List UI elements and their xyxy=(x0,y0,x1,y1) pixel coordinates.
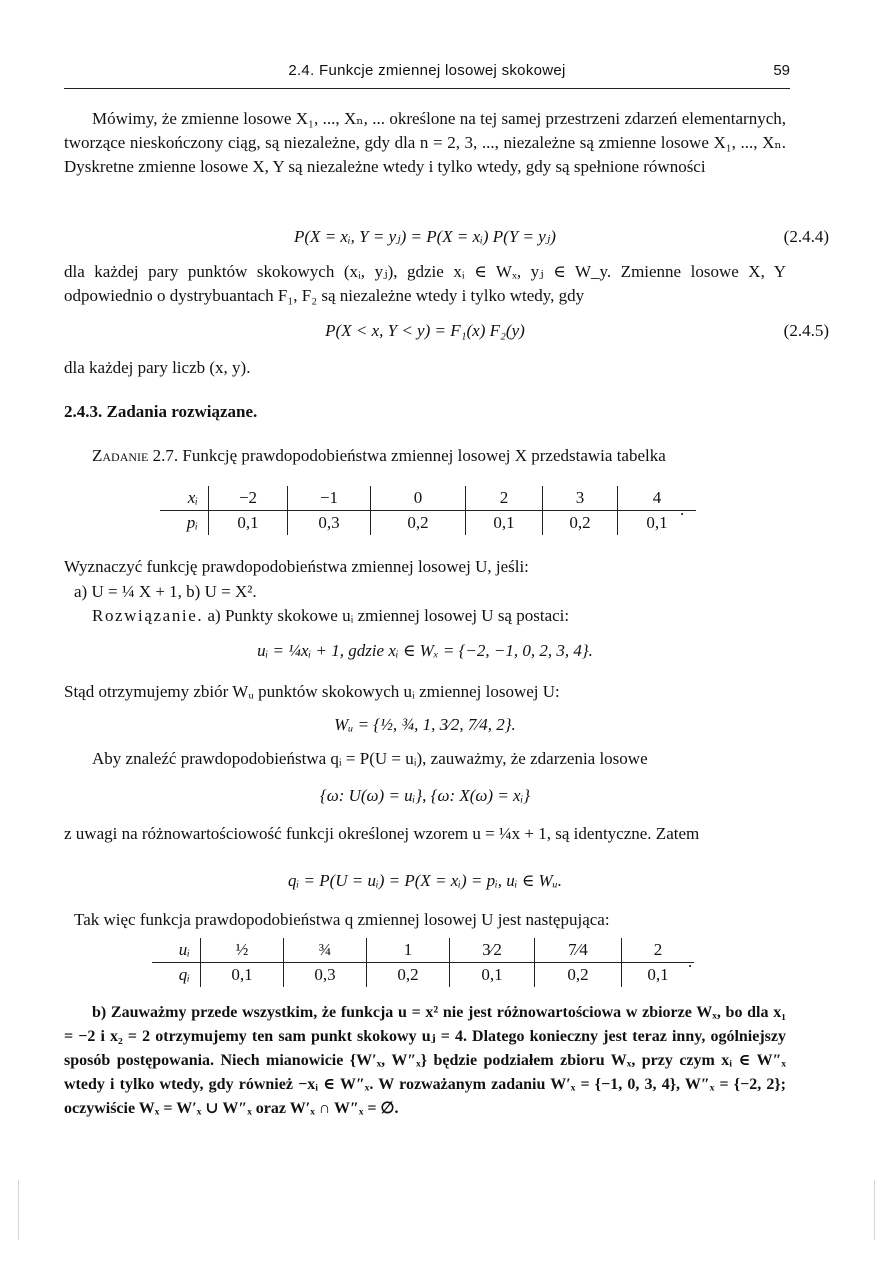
table-cell: 3 xyxy=(543,486,618,511)
table-end-period: . xyxy=(680,500,685,519)
paragraph-solution-a xyxy=(64,604,786,628)
row-label-q: qᵢ xyxy=(178,965,190,984)
exercise-text: Funkcję prawdopodobieństwa zmiennej losowej X przedstawia tabelka xyxy=(182,446,666,465)
paragraph-injectivity: z uwagi na różnowartościowość funkcji określonej wzorem u = ¼x + 1, są identyczne. Zatem xyxy=(64,824,700,843)
equation-events: {ω: U(ω) = uᵢ}, {ω: X(ω) = xᵢ} xyxy=(319,786,531,805)
equation-number-2-4-4: (2.4.4) xyxy=(783,227,829,246)
paragraph-wu-set: Stąd otrzymujemy zbiór Wᵤ punktów skokowych uᵢ zmiennej losowej U: xyxy=(64,682,560,701)
paragraph-task: Wyznaczyć funkcję prawdopodobieństwa zmiennej losowej U, jeśli: xyxy=(64,557,529,576)
paragraph-task-items: a) U = ¼ X + 1, b) U = X². xyxy=(74,582,257,601)
solution-label: Rozwiązanie. xyxy=(92,606,204,625)
paragraph-jump-points: dla każdej pary punktów skokowych (xᵢ, yⱼ), gdzie xᵢ ∈ Wₓ, yⱼ ∈ W_y. Zmienne losowe X, Y odpowiednio o dystrybuantach F₁, F₂ są niezależne wtedy i tylko wtedy, gdy xyxy=(64,262,786,305)
table-row-x xyxy=(160,486,696,511)
table-cell: 0,1 xyxy=(450,963,535,988)
table-cell: 7⁄4 xyxy=(535,938,622,963)
solution-text: a) Punkty skokowe uᵢ zmiennej losowej U są postaci: xyxy=(207,606,570,625)
table-cell: 0,2 xyxy=(543,511,618,536)
equation-q-values: qᵢ = P(U = uᵢ) = P(X = xᵢ) = pᵢ, uᵢ ∈ Wᵤ. xyxy=(288,871,562,890)
table-cell: ¾ xyxy=(284,938,367,963)
table-row-q xyxy=(152,963,694,988)
paragraph-solution-b: b) Zauważmy przede wszystkim, że funkcja u = x² nie jest różnowartościowa w zbiorze Wₓ, bo dla x₁ = −2 i x₂ = 2 otrzymujemy ten sam punkt skokowy uⱼ = 4. Dlatego konieczny jest teraz inny, ogólniejszy sposób postępowania. Niech mianowicie {W′ₓ, W″ₓ} będzie podziałem zbioru Wₓ, przy czym xᵢ ∈ W″ₓ wtedy i tylko wtedy, gdy również −xᵢ ∈ W″ₓ. W rozważanym zadaniu W′ₓ = {−1, 0, 3, 4}, W″ₓ = {−2, 2}; oczywiście Wₓ = W′ₓ ∪ W″ₓ oraz W′ₓ ∩ W″ₓ = ∅. xyxy=(64,1004,786,1117)
table-cell: 0 xyxy=(371,486,466,511)
table-cell: −1 xyxy=(288,486,371,511)
table-cell: 4 xyxy=(618,486,697,511)
table-cell: ½ xyxy=(201,938,284,963)
row-label-u: uᵢ xyxy=(152,938,201,963)
table-end-period: . xyxy=(688,952,693,971)
table-cell: 3⁄2 xyxy=(450,938,535,963)
section-title: 2.4.3. Zadania rozwiązane. xyxy=(64,402,258,421)
paragraph-q-function: Tak więc funkcja prawdopodobieństwa q zmiennej losowej U jest następująca: xyxy=(74,910,610,929)
equation-number-2-4-5: (2.4.5) xyxy=(783,321,829,340)
row-label-p: pᵢ xyxy=(186,513,198,532)
table-cell: 0,1 xyxy=(209,511,288,536)
table-cell: 0,1 xyxy=(466,511,543,536)
paragraph-independence-definition: Mówimy, że zmienne losowe X₁, ..., Xₙ, ... określone na tej samej przestrzeni zdarzeń elementarnych, tworzące nieskończony ciąg, są niezależne, gdy dla n = 2, 3, ..., niezależne są zmienne losowe X₁, ..., Xₙ. Dyskretne zmienne losowe X, Y są niezależne wtedy i tylko wtedy, gdy są spełnione równości xyxy=(64,109,786,176)
equation-u-points: uᵢ = ¼xᵢ + 1, gdzie xᵢ ∈ Wₓ = {−2, −1, 0, 2, 3, 4}. xyxy=(257,641,593,660)
table-cell: 2 xyxy=(466,486,543,511)
table-row-u xyxy=(152,938,694,963)
table-cell: 0,1 xyxy=(201,963,284,988)
running-title: 2.4. Funkcje zmiennej losowej skokowej xyxy=(288,62,566,79)
scan-edge-left xyxy=(18,1180,19,1240)
paragraph-each-pair: dla każdej pary liczb (x, y). xyxy=(64,358,251,377)
page-number: 59 xyxy=(773,62,790,79)
page-header xyxy=(64,58,790,89)
table-cell: 0,3 xyxy=(284,963,367,988)
exercise-label: Zadanie 2.7. xyxy=(92,446,179,465)
table-cell: 0,1 xyxy=(622,963,695,988)
paragraph-probabilities: Aby znaleźć prawdopodobieństwa qᵢ = P(U = uᵢ), zauważmy, że zdarzenia losowe xyxy=(92,749,648,768)
equation-2-4-5-formula: P(X < x, Y < y) = F₁(x) F₂(y) xyxy=(325,321,525,340)
table-cell: −2 xyxy=(209,486,288,511)
table-cell: 0,2 xyxy=(535,963,622,988)
scan-edge-right xyxy=(874,1180,875,1240)
table-cell: 0,2 xyxy=(371,511,466,536)
probability-table-u xyxy=(152,938,694,987)
equation-2-4-5 xyxy=(64,318,786,344)
probability-table-x xyxy=(160,486,696,535)
table-cell: 0,3 xyxy=(288,511,371,536)
equation-2-4-4-formula: P(X = xᵢ, Y = yⱼ) = P(X = xᵢ) P(Y = yⱼ) xyxy=(294,227,556,246)
exercise-statement xyxy=(64,444,786,468)
table-row-p xyxy=(160,511,696,536)
table-cell: 0,2 xyxy=(367,963,450,988)
equation-2-4-4 xyxy=(64,224,786,250)
equation-wu: Wᵤ = {½, ¾, 1, 3⁄2, 7⁄4, 2}. xyxy=(334,715,516,734)
row-label-x: xᵢ xyxy=(160,486,209,511)
table-cell: 2 xyxy=(622,938,695,963)
table-cell: 0,1 xyxy=(618,511,697,536)
table-cell: 1 xyxy=(367,938,450,963)
